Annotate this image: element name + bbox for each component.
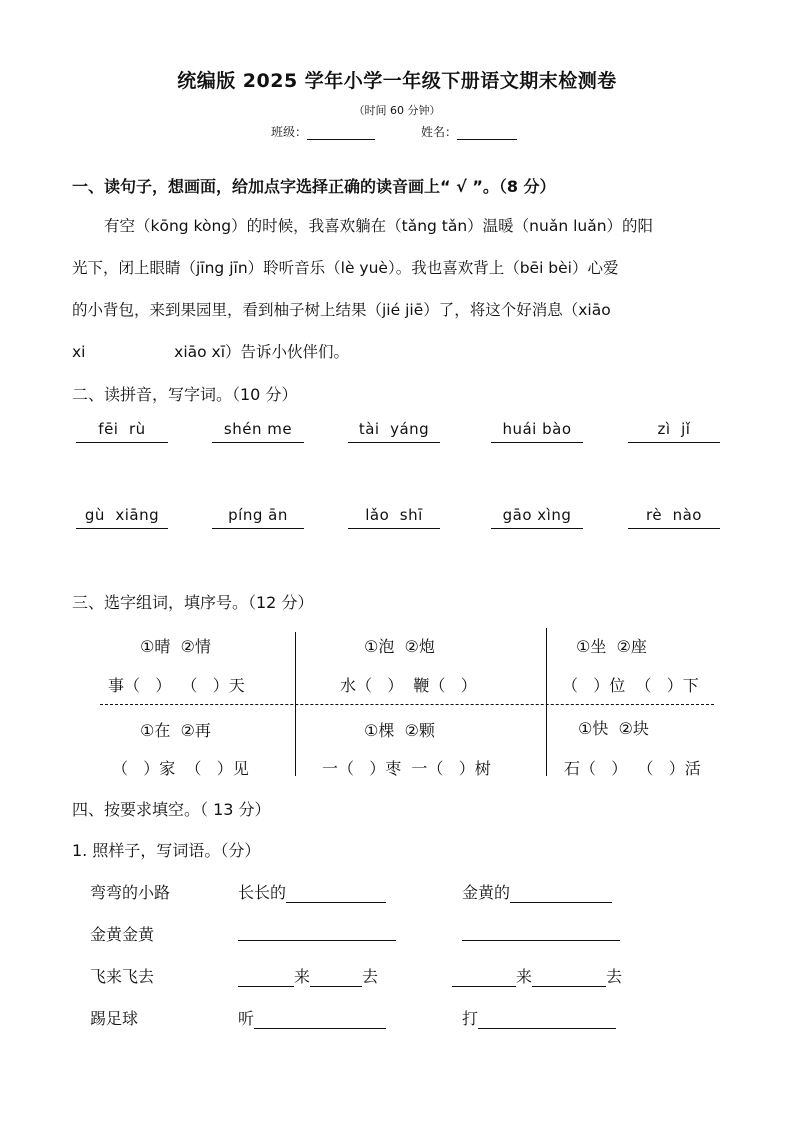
word-blanks[interactable]: （ ）位 （ ）下	[562, 676, 699, 695]
pinyin-cell[interactable]: fēi rù	[76, 420, 168, 443]
section1-line-1: 有空（kōng kòng）的时候，我喜欢躺在（tǎng tǎn）温暖（nuǎn luǎn）的阳	[104, 217, 654, 235]
page-title: 统编版 2025 学年小学一年级下册语文期末检测卷	[177, 70, 617, 92]
grid-divider	[546, 628, 547, 776]
section1-line-2: 光下，闭上眼睛（jīng jīn）聆听音乐（lè yuè）。我也喜欢背上（bēi bèi）心爱	[72, 259, 619, 277]
section1-line-4: xi xiāo xī）告诉小伙伴们。	[72, 343, 350, 361]
pinyin-cell[interactable]: lǎo shī	[348, 506, 440, 529]
section1-heading: 一、读句子，想画面，给加点字选择正确的读音画上“ √ ”。（8 分）	[72, 177, 556, 196]
word-blanks[interactable]: 水（ ） 鞭（ ）	[340, 676, 477, 695]
section3-heading: 三、选字组词，填序号。（12 分）	[72, 593, 314, 612]
fill-item	[452, 964, 622, 987]
word-blanks[interactable]: （ ）家 （ ）见	[112, 759, 249, 778]
char-options: ①在 ②再	[140, 721, 211, 740]
fill-item	[462, 922, 620, 941]
name-field	[421, 123, 517, 140]
pinyin-cell[interactable]: rè nào	[628, 506, 720, 529]
fill-prefix: 长长的	[238, 883, 287, 902]
fill-item	[238, 1006, 386, 1029]
fill-blank[interactable]	[462, 924, 620, 941]
pinyin-cell[interactable]: gù xiāng	[76, 506, 168, 529]
fill-item	[238, 964, 378, 987]
fill-blank[interactable]	[286, 886, 386, 903]
fill-prefix: 金黄的	[462, 883, 511, 902]
class-label: 班级：	[271, 125, 308, 139]
fill-blank[interactable]	[310, 970, 362, 987]
grid-dashed-separator	[100, 704, 714, 705]
fill-item	[462, 1006, 616, 1029]
pinyin-cell[interactable]: píng ān	[212, 506, 304, 529]
fill-blank[interactable]	[238, 970, 294, 987]
fill-item	[238, 922, 396, 941]
char-options: ①泡 ②炮	[364, 637, 435, 656]
example-word: 踢足球	[90, 1009, 139, 1028]
name-blank[interactable]	[457, 126, 517, 140]
class-blank[interactable]	[307, 126, 375, 140]
class-field	[271, 123, 375, 140]
word-blanks[interactable]: 一（ ）枣 一（ ）树	[322, 759, 491, 778]
name-label: 姓名：	[421, 125, 458, 139]
char-options: ①坐 ②座	[576, 637, 647, 656]
example-word: 弯弯的小路	[90, 883, 171, 902]
section1-line-3: 的小背包，来到果园里，看到柚子树上结果（jié jiē）了，将这个好消息（xiāo	[72, 301, 611, 319]
section4-subheading: 1. 照样子，写词语。（分）	[72, 841, 261, 860]
char-options: ①晴 ②情	[140, 637, 211, 656]
pinyin-cell[interactable]: shén me	[212, 420, 304, 443]
pinyin-cell[interactable]: gāo xìng	[491, 506, 583, 529]
example-word: 金黄金黄	[90, 925, 155, 944]
fill-prefix: 打	[462, 1009, 479, 1028]
fill-blank[interactable]	[452, 970, 516, 987]
char-options: ①快 ②块	[578, 719, 649, 738]
fill-item	[462, 880, 612, 903]
fill-end: 去	[362, 967, 379, 986]
pinyin-cell[interactable]: zì jǐ	[628, 420, 720, 443]
fill-prefix: 听	[238, 1009, 255, 1028]
fill-blank[interactable]	[510, 886, 612, 903]
fill-mid: 来	[294, 967, 311, 986]
char-options: ①棵 ②颗	[364, 721, 435, 740]
fill-blank[interactable]	[478, 1012, 616, 1029]
fill-end: 去	[606, 967, 623, 986]
section2-heading: 二、读拼音，写字词。（10 分）	[72, 385, 298, 404]
section4-heading: 四、按要求填空。（ 13 分）	[72, 800, 271, 819]
word-blanks[interactable]: 石（ ） （ ）活	[564, 759, 701, 778]
pinyin-cell[interactable]: tài yáng	[348, 420, 440, 443]
fill-blank[interactable]	[532, 970, 606, 987]
fill-mid: 来	[516, 967, 533, 986]
exam-duration: （时间 60 分钟）	[353, 104, 441, 117]
example-word: 飞来飞去	[90, 967, 155, 986]
fill-blank[interactable]	[238, 924, 396, 941]
fill-item	[238, 880, 386, 903]
fill-blank[interactable]	[254, 1012, 386, 1029]
word-blanks[interactable]: 事（ ） （ ）天	[108, 676, 245, 695]
pinyin-cell[interactable]: huái bào	[491, 420, 583, 443]
